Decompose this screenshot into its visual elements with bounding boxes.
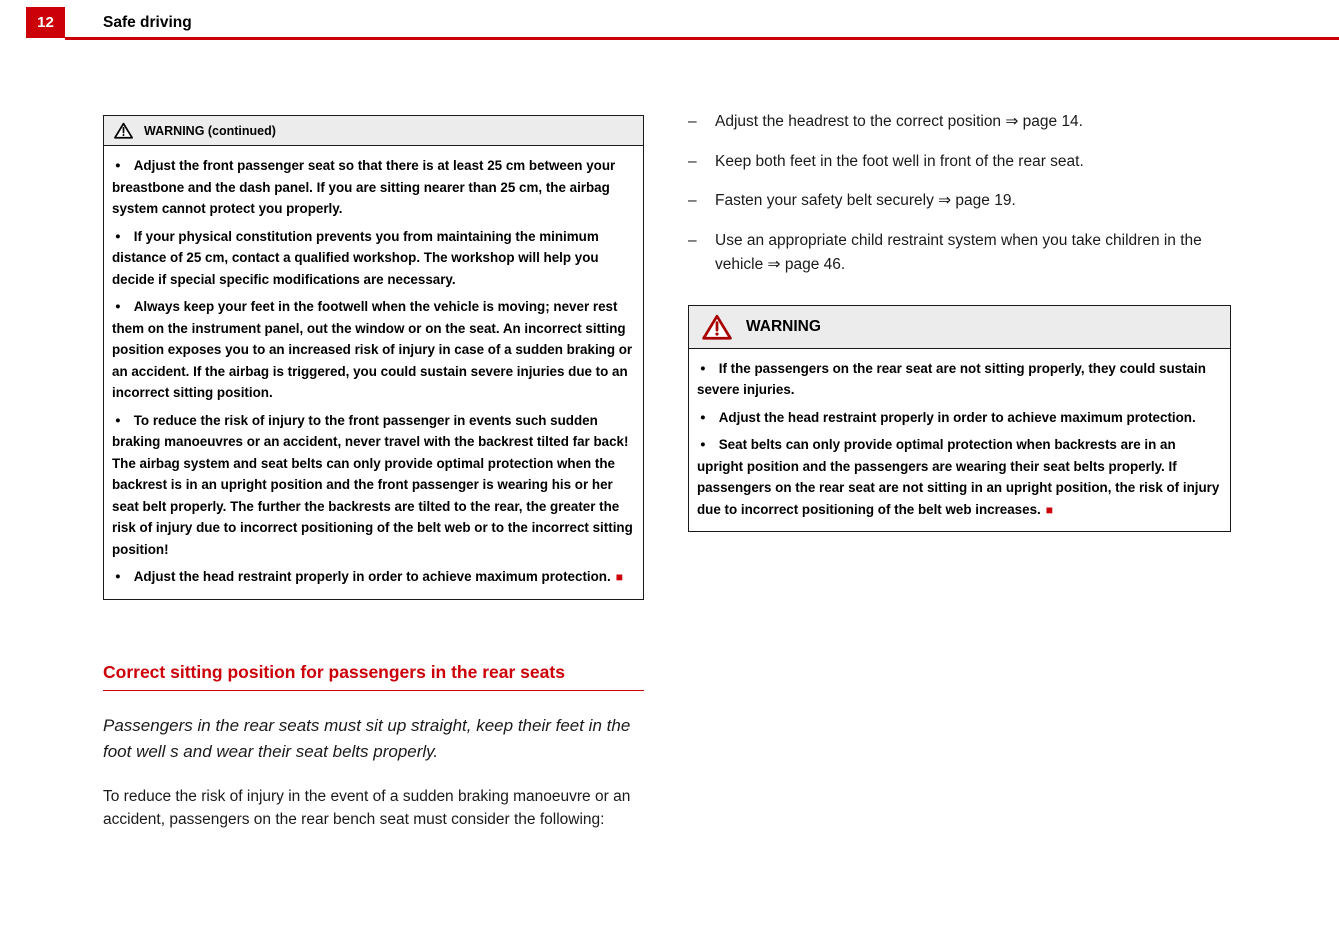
warning-item [112, 155, 634, 220]
warning-title: WARNING [746, 317, 821, 335]
section-title: Safe driving [103, 14, 192, 31]
list-item [688, 110, 1231, 134]
bullet-icon: ● [115, 414, 121, 426]
warning-triangle-icon [114, 122, 133, 139]
section-heading: Correct sitting position for passengers in the rear seats [103, 662, 644, 691]
bullet-icon: ● [700, 411, 706, 423]
warning-item-text: Adjust the head restraint properly in order to achieve maximum protection. [133, 569, 611, 584]
header-rule [65, 37, 1339, 40]
warning-item [697, 434, 1221, 521]
dash-icon: – [688, 113, 697, 130]
end-marker-icon: ■ [1045, 502, 1053, 517]
warning-item-text: If your physical constitution prevents you from maintaining the minimum distance of 25 cm, contact a qualified workshop. The workshop will help you decide if special specific modifications are necessary. [112, 228, 599, 287]
bullet-icon: ● [115, 160, 121, 171]
warning-header [689, 306, 1230, 349]
page-number: 12 [37, 14, 54, 31]
warning-box [688, 305, 1231, 533]
bullet-icon: ● [115, 230, 121, 242]
list-item [688, 150, 1231, 174]
bullet-icon: ● [700, 439, 706, 450]
warning-body [689, 349, 1230, 532]
list-item [688, 189, 1231, 213]
warning-body [104, 146, 643, 599]
dash-icon: – [688, 192, 697, 209]
left-column [103, 115, 644, 832]
bullet-icon: ● [115, 571, 121, 582]
lead-paragraph: Passengers in the rear seats must sit up straight, keep their feet in the foot well s and wear their seat belts properly. [103, 715, 631, 761]
list-item [688, 229, 1231, 277]
warning-header [104, 116, 643, 146]
body-paragraph: To reduce the risk of injury in the event of a sudden braking manoeuvre or an accident, passengers on the rear bench seat must consider the following: [103, 787, 631, 828]
warning-item-text: Adjust the front passenger seat so that there is at least 25 cm between your breastbone and the dash panel. If you are sitting nearer than 25 cm, the airbag system cannot protect you properly. [112, 158, 616, 216]
list-item-text: Use an appropriate child restraint system when you take children in the vehicle ⇒ page 46. [715, 231, 1202, 273]
bullet-icon: ● [700, 362, 706, 374]
dash-icon: – [688, 152, 697, 170]
warning-box-continued [103, 115, 644, 600]
right-column [688, 110, 1231, 532]
warning-item-text: If the passengers on the rear seat are not sitting properly, they could sustain severe injuries. [697, 360, 1206, 397]
warning-item [112, 410, 634, 561]
dash-icon: – [688, 231, 697, 249]
warning-item [112, 296, 634, 404]
warning-item-text: Seat belts can only provide optimal protection when backrests are in an upright position and the passengers are wearing their seat belts properly. If passengers on the rear seat are not sitting in an upright position, the risk of injury due to incorrect positioning of the belt web increases. [697, 437, 1220, 517]
warning-item-text: Adjust the head restraint properly in order to achieve maximum protection. [718, 409, 1196, 425]
list-item-text: Keep both feet in the foot well in front of the rear seat. [715, 152, 1084, 170]
warning-item [697, 407, 1221, 429]
instruction-list [688, 110, 1231, 277]
warning-item-text: To reduce the risk of injury to the front passenger in events such sudden braking manoeuvres or an accident, never travel with the backrest tilted far back! The airbag system and seat belts can only provide optimal protection when the backrest is in an upright position and the front passenger is wearing his or her seat belt properly. The further the backrests are tilted to the rear, the greater the risk of injury due to incorrect positioning of the belt web or to the incorrect sitting position! [112, 412, 633, 557]
page-number-box [26, 7, 65, 38]
warning-item [112, 226, 634, 291]
warning-item [112, 566, 634, 589]
warning-item [697, 358, 1221, 401]
warning-triangle-icon [702, 314, 732, 340]
bullet-icon: ● [115, 301, 121, 312]
end-marker-icon: ■ [615, 570, 623, 584]
list-item-text: Fasten your safety belt securely ⇒ page 19. [715, 192, 1016, 209]
list-item-text: Adjust the headrest to the correct position ⇒ page 14. [715, 113, 1083, 130]
warning-title: WARNING (continued) [144, 123, 276, 138]
warning-item-text: Always keep your feet in the footwell when the vehicle is moving; never rest them on the instrument panel, out the window or on the seat. An incorrect sitting position exposes you to an increased risk of injury in case of a sudden braking or an accident. If the airbag is triggered, you could sustain severe injuries due to an incorrect sitting position. [112, 299, 633, 400]
